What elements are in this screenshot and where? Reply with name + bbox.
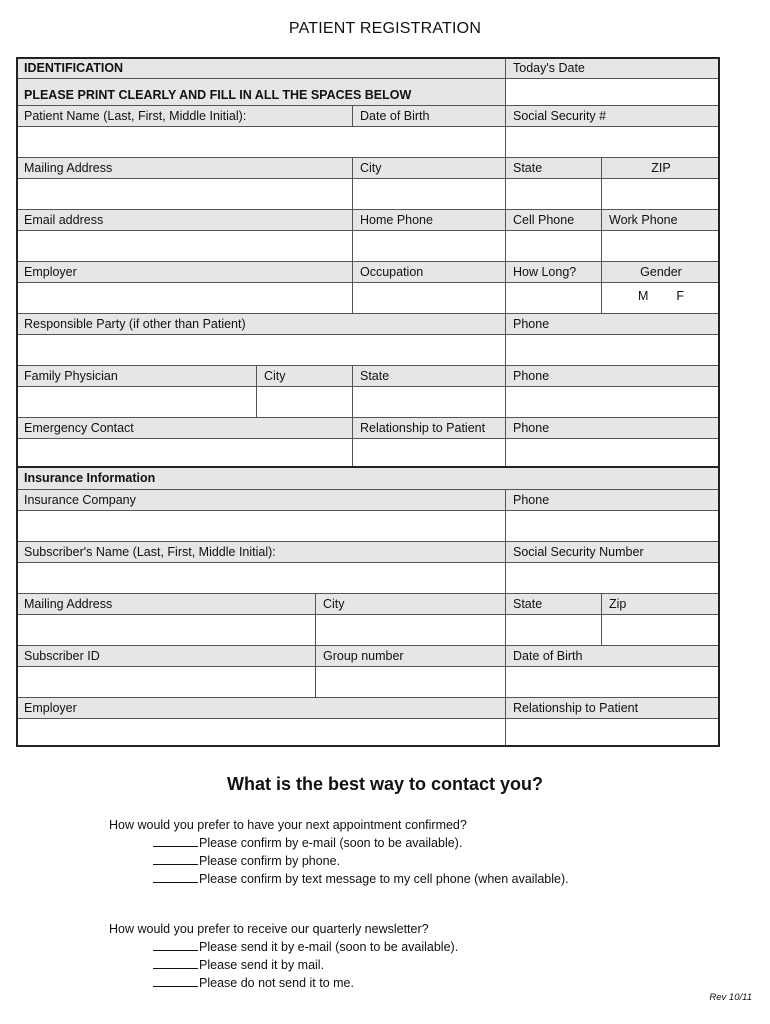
insurance-company-label: Insurance Company (16, 489, 505, 510)
gender-label: Gender (601, 261, 720, 282)
group-number-field[interactable] (315, 666, 505, 697)
responsible-phone-field[interactable] (505, 334, 720, 365)
cell-phone-label: Cell Phone (505, 209, 601, 230)
zip-label: ZIP (601, 157, 720, 178)
insurance-header: Insurance Information (16, 468, 720, 489)
insurance-company-field[interactable] (16, 510, 505, 541)
physician-phone-field[interactable] (505, 386, 720, 417)
zip-field[interactable] (601, 178, 720, 209)
ins-city-field[interactable] (315, 614, 505, 645)
responsible-party-label: Responsible Party (if other than Patient) (16, 313, 505, 334)
contact-heading: What is the best way to contact you? (226, 774, 544, 794)
ins-state-field[interactable] (505, 614, 601, 645)
responsible-phone-label: Phone (505, 313, 720, 334)
newsletter-question: How would you prefer to receive our quarterly newsletter? (109, 922, 429, 936)
ins-state-label: State (505, 593, 601, 614)
occupation-label: Occupation (352, 261, 505, 282)
blank-line[interactable] (153, 939, 198, 951)
mailing-address-field[interactable] (16, 178, 352, 209)
dob-label: Date of Birth (352, 105, 505, 126)
mailing-address-label: Mailing Address (16, 157, 352, 178)
newsletter-option-mail[interactable]: Please send it by mail. (153, 957, 324, 972)
subscriber-name-label: Subscriber's Name (Last, First, Middle Initial): (16, 541, 505, 562)
ssn-field[interactable] (505, 126, 720, 157)
employer-field[interactable] (16, 282, 352, 313)
ssn-label: Social Security # (505, 105, 720, 126)
emergency-contact-field[interactable] (16, 438, 352, 468)
patient-name-label: Patient Name (Last, First, Middle Initial): (16, 105, 352, 126)
newsletter-option-email[interactable]: Please send it by e-mail (soon to be available). (153, 939, 458, 954)
emergency-phone-label: Phone (505, 417, 720, 438)
ins-zip-label: Zip (601, 593, 720, 614)
home-phone-field[interactable] (352, 230, 505, 261)
instructions: PLEASE PRINT CLEARLY AND FILL IN ALL THE SPACES BELOW (16, 78, 505, 105)
revision-note: Rev 10/11 (709, 992, 752, 1003)
ins-relationship-field[interactable] (505, 718, 720, 747)
ins-city-label: City (315, 593, 505, 614)
physician-city-field[interactable] (256, 386, 352, 417)
city-field[interactable] (352, 178, 505, 209)
email-label: Email address (16, 209, 352, 230)
ins-dob-label: Date of Birth (505, 645, 720, 666)
email-field[interactable] (16, 230, 352, 261)
family-physician-label: Family Physician (16, 365, 256, 386)
ins-mailing-address-label: Mailing Address (16, 593, 315, 614)
state-label: State (505, 157, 601, 178)
ins-employer-field[interactable] (16, 718, 505, 747)
ins-zip-field[interactable] (601, 614, 720, 645)
registration-form (16, 57, 720, 747)
how-long-label: How Long? (505, 261, 601, 282)
subscriber-id-field[interactable] (16, 666, 315, 697)
subscriber-ssn-label: Social Security Number (505, 541, 720, 562)
appointment-option-phone[interactable]: Please confirm by phone. (153, 853, 340, 868)
ins-employer-label: Employer (16, 697, 505, 718)
work-phone-label: Work Phone (601, 209, 720, 230)
home-phone-label: Home Phone (352, 209, 505, 230)
employer-label: Employer (16, 261, 352, 282)
blank-line[interactable] (153, 853, 198, 865)
physician-city-label: City (256, 365, 352, 386)
relationship-label: Relationship to Patient (352, 417, 505, 438)
ins-mailing-address-field[interactable] (16, 614, 315, 645)
family-physician-field[interactable] (16, 386, 256, 417)
ins-relationship-label: Relationship to Patient (505, 697, 720, 718)
physician-state-field[interactable] (352, 386, 505, 417)
responsible-party-field[interactable] (16, 334, 505, 365)
patient-name-field[interactable] (16, 126, 505, 157)
gender-m-option[interactable]: M (637, 289, 649, 303)
subscriber-ssn-field[interactable] (505, 562, 720, 593)
subscriber-id-label: Subscriber ID (16, 645, 315, 666)
blank-line[interactable] (153, 975, 198, 987)
emergency-contact-label: Emergency Contact (16, 417, 352, 438)
physician-phone-label: Phone (505, 365, 720, 386)
cell-phone-field[interactable] (505, 230, 601, 261)
group-number-label: Group number (315, 645, 505, 666)
ins-dob-field[interactable] (505, 666, 720, 697)
blank-line[interactable] (153, 835, 198, 847)
relationship-field[interactable] (352, 438, 505, 468)
physician-state-label: State (352, 365, 505, 386)
occupation-field[interactable] (352, 282, 505, 313)
how-long-field[interactable] (505, 282, 601, 313)
subscriber-name-field[interactable] (16, 562, 505, 593)
city-label: City (352, 157, 505, 178)
insurance-phone-field[interactable] (505, 510, 720, 541)
appointment-question: How would you prefer to have your next appointment confirmed? (109, 818, 467, 832)
newsletter-option-none[interactable]: Please do not send it to me. (153, 975, 354, 990)
blank-line[interactable] (153, 957, 198, 969)
gender-f-option[interactable]: F (676, 289, 685, 303)
gender-field (601, 282, 720, 313)
todays-date-label: Today's Date (505, 57, 720, 78)
emergency-phone-field[interactable] (505, 438, 720, 468)
appointment-option-email[interactable]: Please confirm by e-mail (soon to be available). (153, 835, 462, 850)
identification-header: IDENTIFICATION (16, 57, 505, 78)
appointment-option-text[interactable]: Please confirm by text message to my cell phone (when available). (153, 871, 569, 886)
work-phone-field[interactable] (601, 230, 720, 261)
todays-date-field[interactable] (505, 78, 720, 105)
page-title: PATIENT REGISTRATION (288, 20, 482, 37)
blank-line[interactable] (153, 871, 198, 883)
insurance-phone-label: Phone (505, 489, 720, 510)
state-field[interactable] (505, 178, 601, 209)
